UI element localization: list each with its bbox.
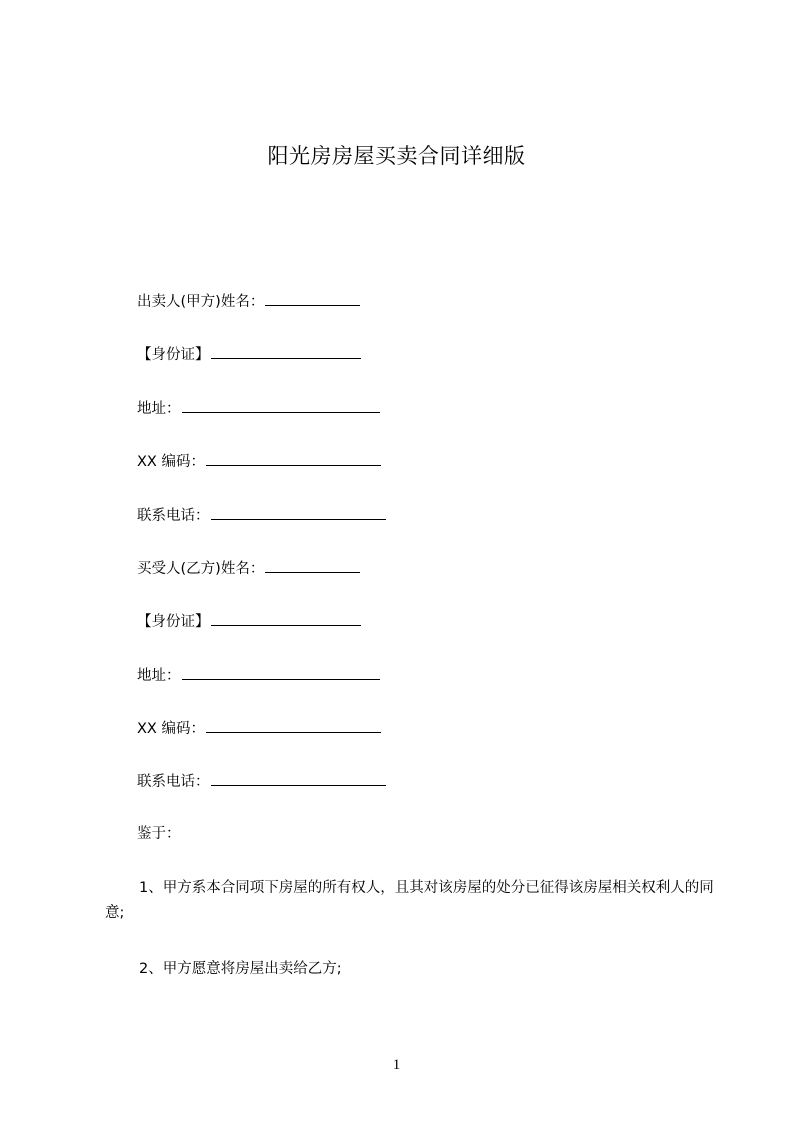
- seller-postcode-blank: [206, 451, 381, 466]
- seller-phone-blank: [211, 505, 386, 520]
- seller-phone-label: 联系电话：: [137, 508, 210, 524]
- buyer-phone-label: 联系电话：: [137, 774, 210, 790]
- seller-id-blank: [211, 344, 361, 359]
- buyer-address-line: [137, 665, 380, 686]
- whereas-heading: 鉴于：: [137, 826, 181, 842]
- seller-id-line: [137, 344, 361, 365]
- seller-address-blank: [182, 398, 380, 413]
- seller-name-line: [137, 291, 360, 312]
- seller-phone-line: [137, 505, 386, 526]
- buyer-address-blank: [182, 665, 380, 680]
- buyer-postcode-line: [137, 718, 381, 739]
- buyer-id-blank: [211, 611, 361, 626]
- clause-1: 1、甲方系本合同项下房屋的所有权人，且其对该房屋的处分已征得该房屋相关权利人的同意;: [105, 880, 714, 921]
- buyer-postcode-label: XX 编码：: [137, 721, 205, 737]
- clause-2: 2、甲方愿意将房屋出卖给乙方;: [139, 961, 342, 977]
- buyer-name-blank: [265, 558, 360, 573]
- buyer-postcode-blank: [206, 718, 381, 733]
- buyer-name-label: 买受人(乙方)姓名：: [137, 561, 265, 577]
- page-number: 1: [392, 1057, 401, 1073]
- seller-id-label: 【身份证】: [137, 347, 210, 363]
- buyer-id-label: 【身份证】: [137, 614, 210, 630]
- buyer-phone-blank: [211, 771, 386, 786]
- seller-name-blank: [265, 291, 360, 306]
- buyer-name-line: [137, 558, 360, 579]
- document-title: 阳光房房屋买卖合同详细版: [267, 144, 526, 168]
- seller-address-label: 地址：: [137, 401, 181, 417]
- seller-postcode-line: [137, 451, 381, 472]
- seller-address-line: [137, 398, 380, 419]
- seller-postcode-label: XX 编码：: [137, 454, 205, 470]
- seller-name-label: 出卖人(甲方)姓名：: [137, 294, 265, 310]
- buyer-address-label: 地址：: [137, 668, 181, 684]
- buyer-id-line: [137, 611, 361, 632]
- buyer-phone-line: [137, 771, 386, 792]
